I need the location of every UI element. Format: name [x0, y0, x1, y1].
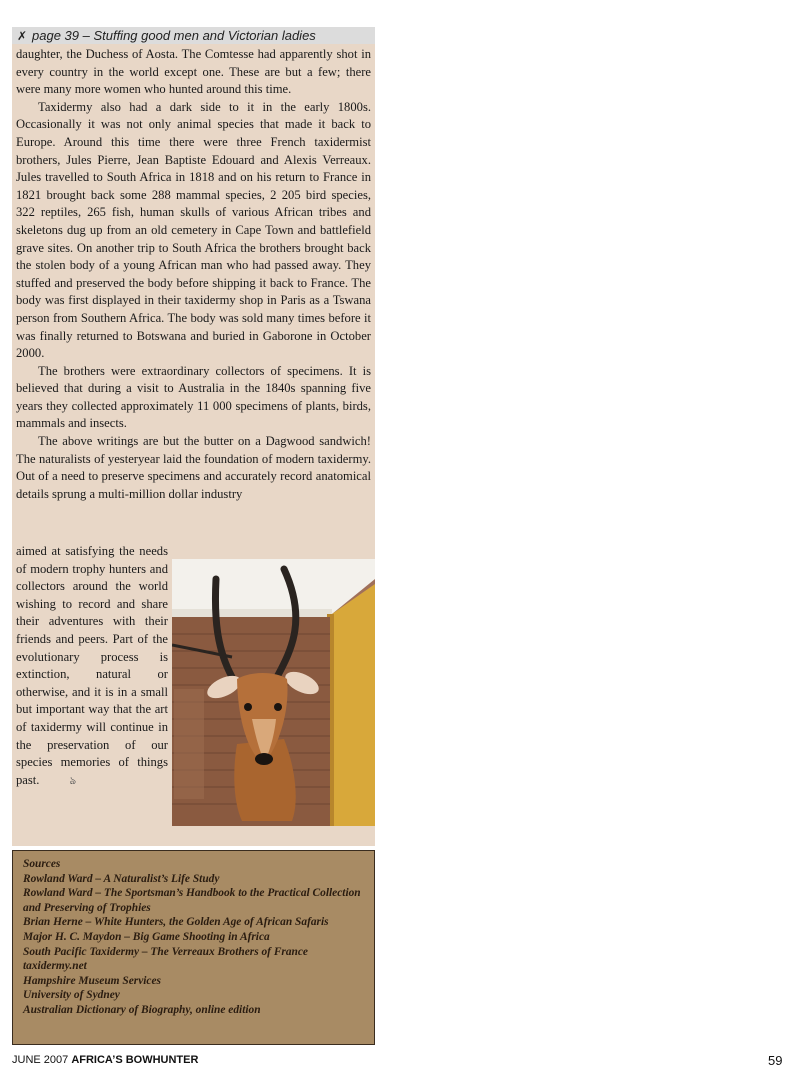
paragraph: Taxidermy also had a dark side to it in the early 1800s. Occasionally it was not only animal species that made it back to Europe. Around this time there were three French taxidermist brothers, Jules Pierre, Jean Baptiste Edouard and Alexis Verreaux. Jules travelled to South Africa in 1818 and on his return to France in 1821 brought back some 288 mammal species, 2 205 bird species, 322 reptiles, 265 fish, human skulls of various African tribes and skeletons dug up from an old cemetery in Cape Town and battlefield grave sites. On another trip to South Africa the brothers brought back the stolen body of a young African man who had passed away. They stuffed and preserved the body before shipping it back to France. The body was first displayed in their taxidermy shop in Paris as a Tswana person from Southern Africa. The body was sold many times before it was finally returned to Botswana and buried in Gaborone in October 2000. — [16, 99, 371, 361]
header-title: page 39 – Stuffing good men and Victorian ladies — [32, 28, 316, 43]
sources-box — [12, 850, 375, 1045]
source-item: Australian Dictionary of Biography, online edition — [23, 1003, 261, 1016]
source-item: Major H. C. Maydon – Big Game Shooting in Africa — [23, 930, 270, 943]
article-body — [16, 46, 371, 503]
source-item: taxidermy.net — [23, 960, 87, 973]
paragraph: daughter, the Duchess of Aosta. The Comtesse had apparently shot in every country in the world except one. These are but a few; there were many more women who hunted around this time. — [16, 47, 371, 97]
source-item: South Pacific Taxidermy – The Verreaux Brothers of France — [23, 945, 308, 958]
source-item: Hampshire Museum Services — [23, 974, 161, 987]
impala-trophy-photo — [172, 559, 375, 826]
footer-magazine: AFRICA’S BOWHUNTER — [71, 1054, 199, 1066]
paragraph: The above writings are but the butter on a Dagwood sandwich! The naturalists of yesteryear laid the foundation of modern taxidermy. Out of a need to preserve specimens and accurately record anatomical details sprung a multi-million dollar industry — [16, 434, 371, 501]
sources-list — [13, 851, 374, 1018]
footer-date: JUNE 2007 — [12, 1054, 69, 1066]
source-item: Rowland Ward – The Sportsman’s Handbook to the Practical Collection and Preserving of Trophies — [23, 887, 361, 914]
paragraph-continuation: aimed at satisfying the needs of modern trophy hunters and collectors around the world wishing to record and share their adventures with their friends and peers. Part of the evolutionary process is extinction, natural or otherwise, and it is in a small but important way that the art of taxidermy will continue in the preservation of our species memories of things past. — [16, 544, 168, 787]
end-mark-icon: ঌ — [69, 773, 77, 787]
source-item: University of Sydney — [23, 989, 120, 1002]
source-item: Rowland Ward – A Naturalist’s Life Study — [23, 872, 220, 885]
page-number: 59 — [768, 1053, 783, 1068]
source-item: Brian Herne – White Hunters, the Golden Age of African Safaris — [23, 916, 329, 929]
wrapped-paragraph — [16, 543, 168, 789]
hunter-icon: ✗ — [16, 29, 28, 43]
running-header — [12, 27, 375, 44]
sources-heading: Sources — [23, 858, 61, 870]
footer-issue — [12, 1054, 198, 1066]
paragraph: The brothers were extraordinary collectors of specimens. It is believed that during a visit to Australia in the 1840s spanning five years they collected approximately 11 000 specimens of plants, birds, mammals and insects. — [16, 363, 371, 431]
